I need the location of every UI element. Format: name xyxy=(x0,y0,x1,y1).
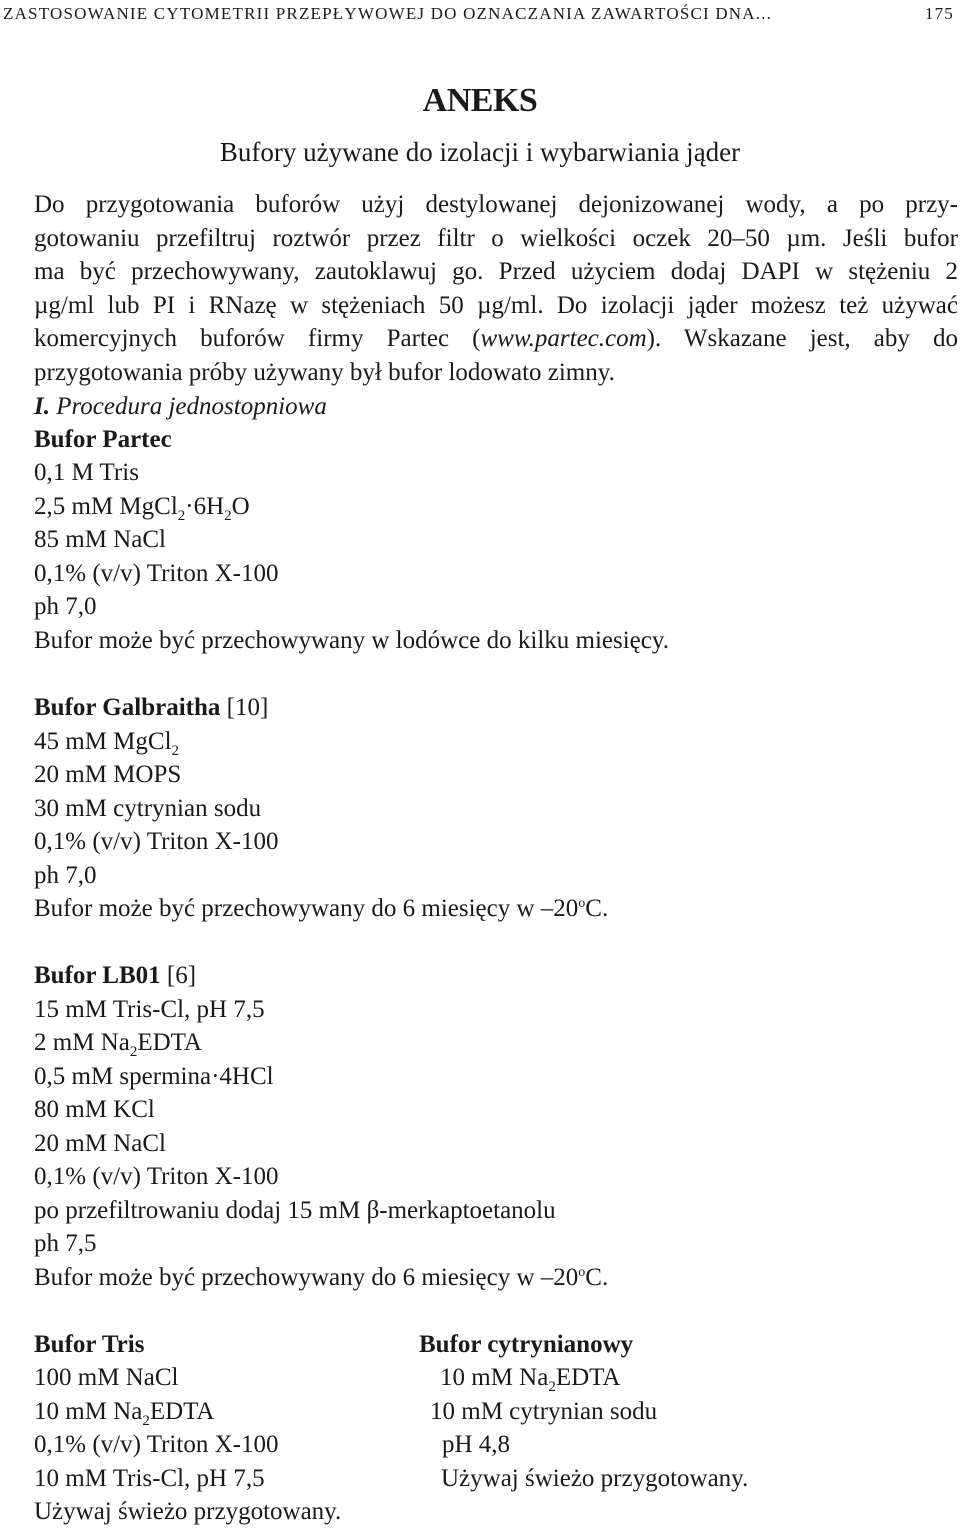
partec-url: www.partec.com xyxy=(480,325,647,353)
note-text: Bufor może być przechowywany do 6 miesięcy w –20 xyxy=(34,895,579,922)
degree-superscript: o xyxy=(578,896,586,911)
formula-subscript: 2 xyxy=(177,508,186,524)
galbraith-ingredient: 0,1% (v/v) Triton X-100 xyxy=(34,828,279,855)
formula-text: O xyxy=(231,493,250,520)
citrate-note: Używaj świeżo przygotowany. xyxy=(441,1465,749,1492)
intro-paragraph xyxy=(34,188,958,390)
procedure-title: Procedura jednostopniowa xyxy=(56,393,327,420)
intro-line: ma być przechowywany, zautoklawuj go. Przed użyciem dodaj DAPI w stężeniu 2 xyxy=(34,258,958,286)
formula-subscript: 2 xyxy=(224,508,232,524)
formula-text: EDTA xyxy=(149,1398,215,1425)
section-subtitle: Bufory używane do izolacji i wybarwiania jąder xyxy=(219,137,741,167)
partec-ingredient: 0,1 M Tris xyxy=(34,459,139,486)
lb01-buffer-heading xyxy=(34,961,196,991)
formula-text: 10 mM Na xyxy=(34,1398,143,1425)
lb01-ingredient: 15 mM Tris-Cl, pH 7,5 xyxy=(34,996,265,1023)
intro-line: przygotowania próby używany był bufor lodowato zimny. xyxy=(34,358,615,386)
tris-ingredient: 0,1% (v/v) Triton X-100 xyxy=(34,1431,279,1458)
citrate-ingredient xyxy=(440,1363,620,1393)
lb01-ingredient: 0,5 mM spermina·4HCl xyxy=(34,1063,274,1090)
citrate-buffer-name: Bufor cytrynianowy xyxy=(419,1331,634,1358)
lb01-buffer-name: Bufor LB01 xyxy=(34,962,161,989)
lb01-reference: [6] xyxy=(166,962,197,989)
partec-ingredient: 0,1% (v/v) Triton X-100 xyxy=(34,560,279,587)
note-text: Bufor może być przechowywany do 6 miesięcy w –20 xyxy=(34,1264,579,1291)
formula-subscript: 2 xyxy=(548,1379,556,1395)
formula-text: 45 mM MgCl xyxy=(34,728,172,755)
running-title: ZASTOSOWANIE CYTOMETRII PRZEPŁYWOWEJ DO OZNACZANIA ZAWARTOŚCI DNA... xyxy=(3,4,773,23)
partec-ingredient: 85 mM NaCl xyxy=(34,526,166,553)
formula-subscript: 2 xyxy=(129,1044,138,1060)
lb01-ingredient: po przefiltrowaniu dodaj 15 mM β-merkaptoetanolu xyxy=(34,1197,556,1224)
formula-text: ·6H xyxy=(185,493,225,520)
partec-ph: ph 7,0 xyxy=(34,593,97,620)
tris-buffer-name: Bufor Tris xyxy=(34,1331,145,1358)
note-text: C. xyxy=(585,895,609,922)
formula-subscript: 2 xyxy=(142,1413,150,1429)
intro-text: ). Wskazane jest, aby do xyxy=(646,325,958,353)
lb01-ingredient: 20 mM NaCl xyxy=(34,1130,166,1157)
partec-storage-note: Bufor może być przechowywany w lodówce do kilku miesięcy. xyxy=(34,627,669,654)
degree-superscript: o xyxy=(578,1265,586,1280)
tris-ingredient: 10 mM Tris-Cl, pH 7,5 xyxy=(34,1465,265,1492)
partec-ingredient xyxy=(34,492,250,522)
galbraith-ph: ph 7,0 xyxy=(34,862,97,889)
tris-ingredient xyxy=(34,1397,214,1427)
note-text: C. xyxy=(585,1264,609,1291)
galbraith-buffer-heading xyxy=(34,693,268,723)
procedure-number: I. xyxy=(34,393,50,420)
lb01-ingredient: 80 mM KCl xyxy=(34,1096,155,1123)
formula-text: 10 mM Na xyxy=(440,1364,549,1391)
galbraith-buffer-name: Bufor Galbraitha xyxy=(34,694,221,721)
intro-line: gotowaniu przefiltruj roztwór przez filtr o wielkości oczek 20–50 µm. Jeśli bufor xyxy=(34,224,958,252)
intro-line: Do przygotowania buforów użyj destylowanej dejonizowanej wody, a po przy- xyxy=(34,191,958,218)
formula-text: 2 mM Na xyxy=(34,1029,130,1056)
procedure-heading xyxy=(34,392,327,422)
tris-note: Używaj świeżo przygotowany. xyxy=(34,1498,342,1525)
citrate-ph: pH 4,8 xyxy=(442,1431,511,1458)
partec-buffer-name: Bufor Partec xyxy=(34,426,172,453)
lb01-ingredient: 0,1% (v/v) Triton X-100 xyxy=(34,1163,279,1190)
formula-subscript: 2 xyxy=(171,743,180,759)
formula-text: EDTA xyxy=(137,1029,202,1056)
galbraith-ingredient: 30 mM cytrynian sodu xyxy=(34,795,262,822)
galbraith-ingredient: 20 mM MOPS xyxy=(34,761,182,788)
tris-ingredient: 100 mM NaCl xyxy=(34,1364,179,1391)
section-title: ANEKS xyxy=(422,82,538,119)
formula-text: EDTA xyxy=(555,1364,621,1391)
intro-text: komercyjnych buforów firmy Partec ( xyxy=(34,325,481,353)
lb01-ingredient xyxy=(34,1028,202,1058)
running-header xyxy=(0,4,960,32)
intro-line: µg/ml lub PI i RNazę w stężeniach 50 µg/ml. Do izolacji jąder możesz też używać xyxy=(34,291,958,319)
galbraith-reference: [10] xyxy=(226,694,269,721)
page-number: 175 xyxy=(924,4,954,23)
intro-line xyxy=(34,322,958,356)
galbraith-storage-note xyxy=(34,894,608,924)
citrate-ingredient: 10 mM cytrynian sodu xyxy=(430,1398,658,1425)
lb01-ph: ph 7,5 xyxy=(34,1230,97,1257)
galbraith-ingredient xyxy=(34,727,179,757)
formula-text: 2,5 mM MgCl xyxy=(34,493,178,520)
lb01-storage-note xyxy=(34,1263,608,1293)
